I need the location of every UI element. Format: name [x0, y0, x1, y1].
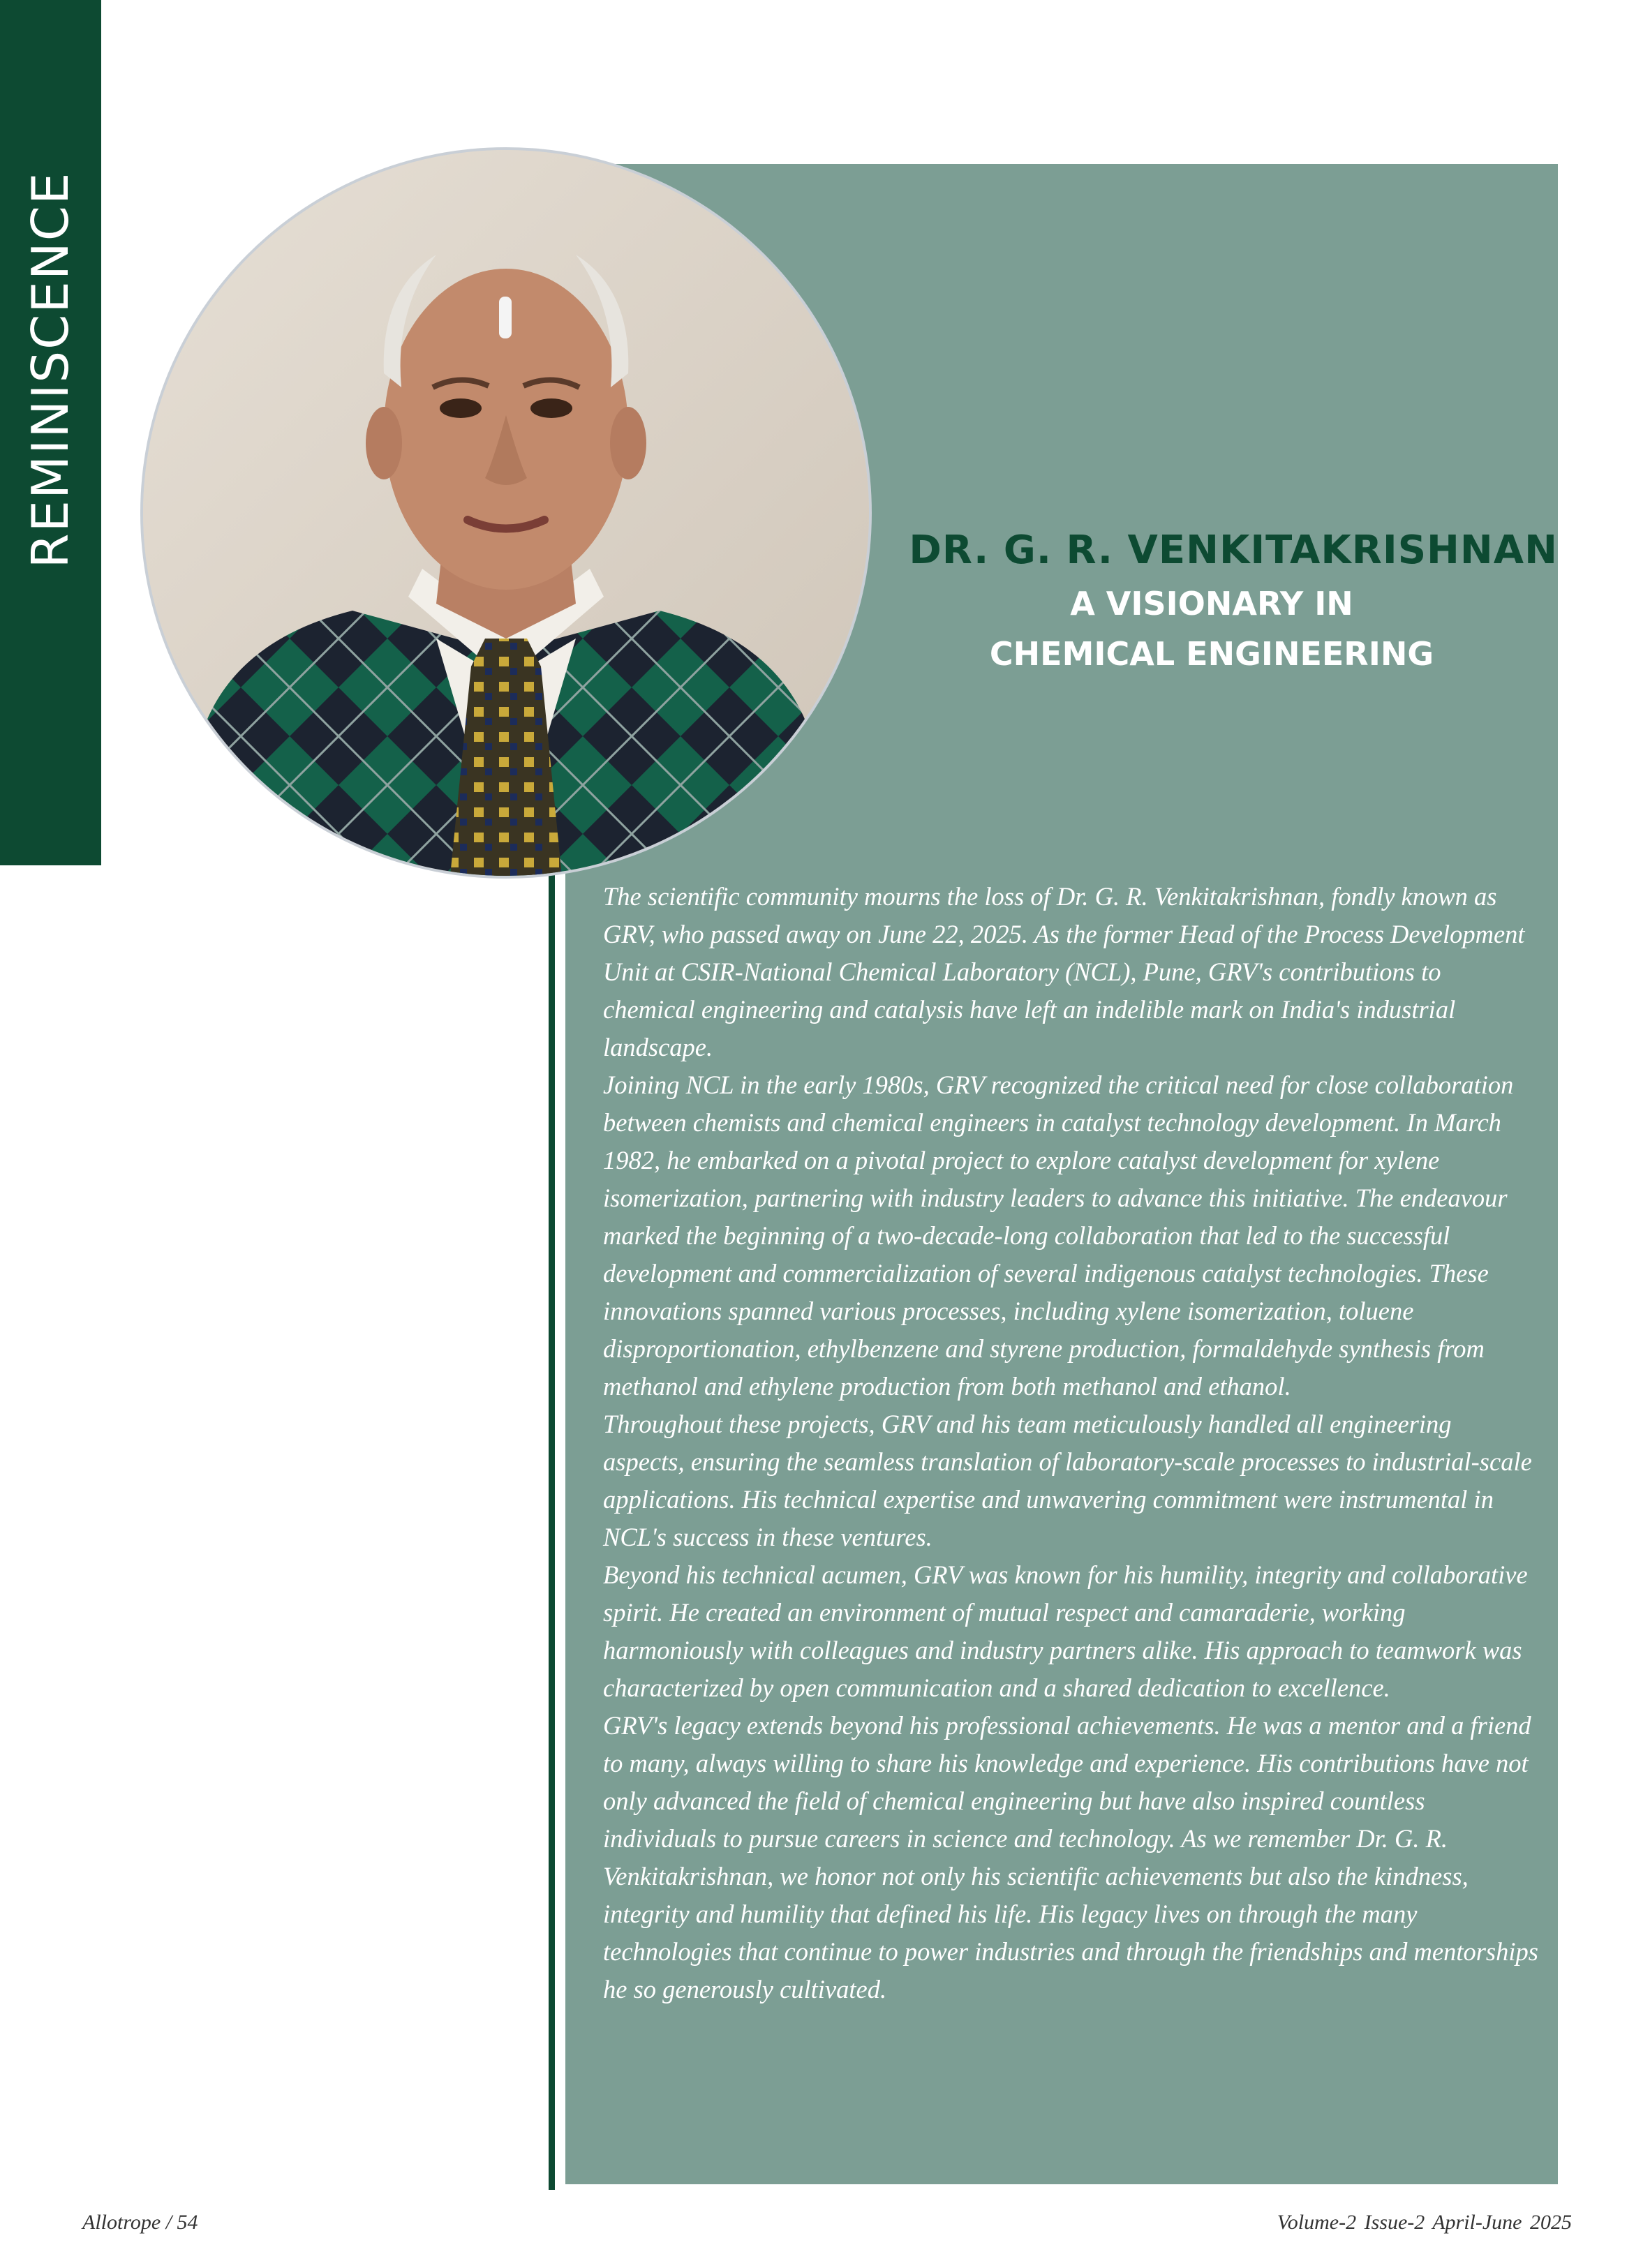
footer-issue-info: Volume-2 Issue-2 April-June 2025: [1277, 2211, 1572, 2234]
article-body: [603, 878, 1538, 2008]
article-subtitle-line1: A VISIONARY IN: [1070, 585, 1353, 622]
portrait-illustration: [143, 150, 869, 876]
portrait-photo: [143, 150, 869, 876]
article-title: DR. G. R. VENKITAKRISHNAN: [909, 528, 1558, 573]
article-subtitle-line2: CHEMICAL ENGINEERING: [989, 635, 1434, 673]
section-label: REMINISCENCE: [21, 171, 80, 569]
body-paragraph: The scientific community mourns the loss of Dr. G. R. Venkitakrishnan, fondly known as GRV, who passed away on June 22, 2025. As the former Head of the Process Development Unit at CSIR-National Chemical Laboratory (NCL), Pune, GRV's contributions to chemical engineering and catalysis have left an indelible mark on India's industrial landscape.: [603, 882, 1525, 1061]
article-headline: [838, 527, 1558, 679]
vertical-rule: [549, 869, 555, 2190]
footer-page-number: Allotrope / 54: [82, 2211, 198, 2234]
body-paragraph: Beyond his technical acumen, GRV was known for his humility, integrity and collaborative spirit. He created an environment of mutual respect and camaraderie, working harmoniously with colleagues and industry partners alike. His approach to teamwork was characterized by open communication and a shared dedication to excellence.: [603, 1560, 1528, 1702]
body-paragraph: Throughout these projects, GRV and his team meticulously handled all engineering aspects, ensuring the seamless translation of laboratory-scale processes to industrial-scale applications. His technical expertise and unwavering commitment were instrumental in NCL's success in these ventures.: [603, 1410, 1532, 1551]
body-paragraph: GRV's legacy extends beyond his professional achievements. He was a mentor and a friend to many, always willing to share his knowledge and experience. His contributions have not only advanced the field of chemical engineering but have also inspired countless individuals to pursue careers in science and technology. As we remember Dr. G. R. Venkitakrishnan, we honor not only his scientific achievements but also the kindness, integrity and humility that defined his life. His legacy lives on through the many technologies that continue to power industries and through the friendships and mentorships he so generously cultivated.: [603, 1711, 1538, 2004]
body-paragraph: Joining NCL in the early 1980s, GRV recognized the critical need for close collaboration between chemists and chemical engineers in catalyst technology development. In March 1982, he embarked on a pivotal project to explore catalyst development for xylene isomerization, partnering with industry leaders to advance this initiative. The endeavour marked the beginning of a two-decade-long collaboration that led to the successful development and commercialization of several indigenous catalyst technologies. These innovations spanned various processes, including xylene isomerization, toluene disproportionation, ethylbenzene and styrene production, formaldehyde synthesis from methanol and ethylene production from both methanol and ethanol.: [603, 1070, 1514, 1401]
